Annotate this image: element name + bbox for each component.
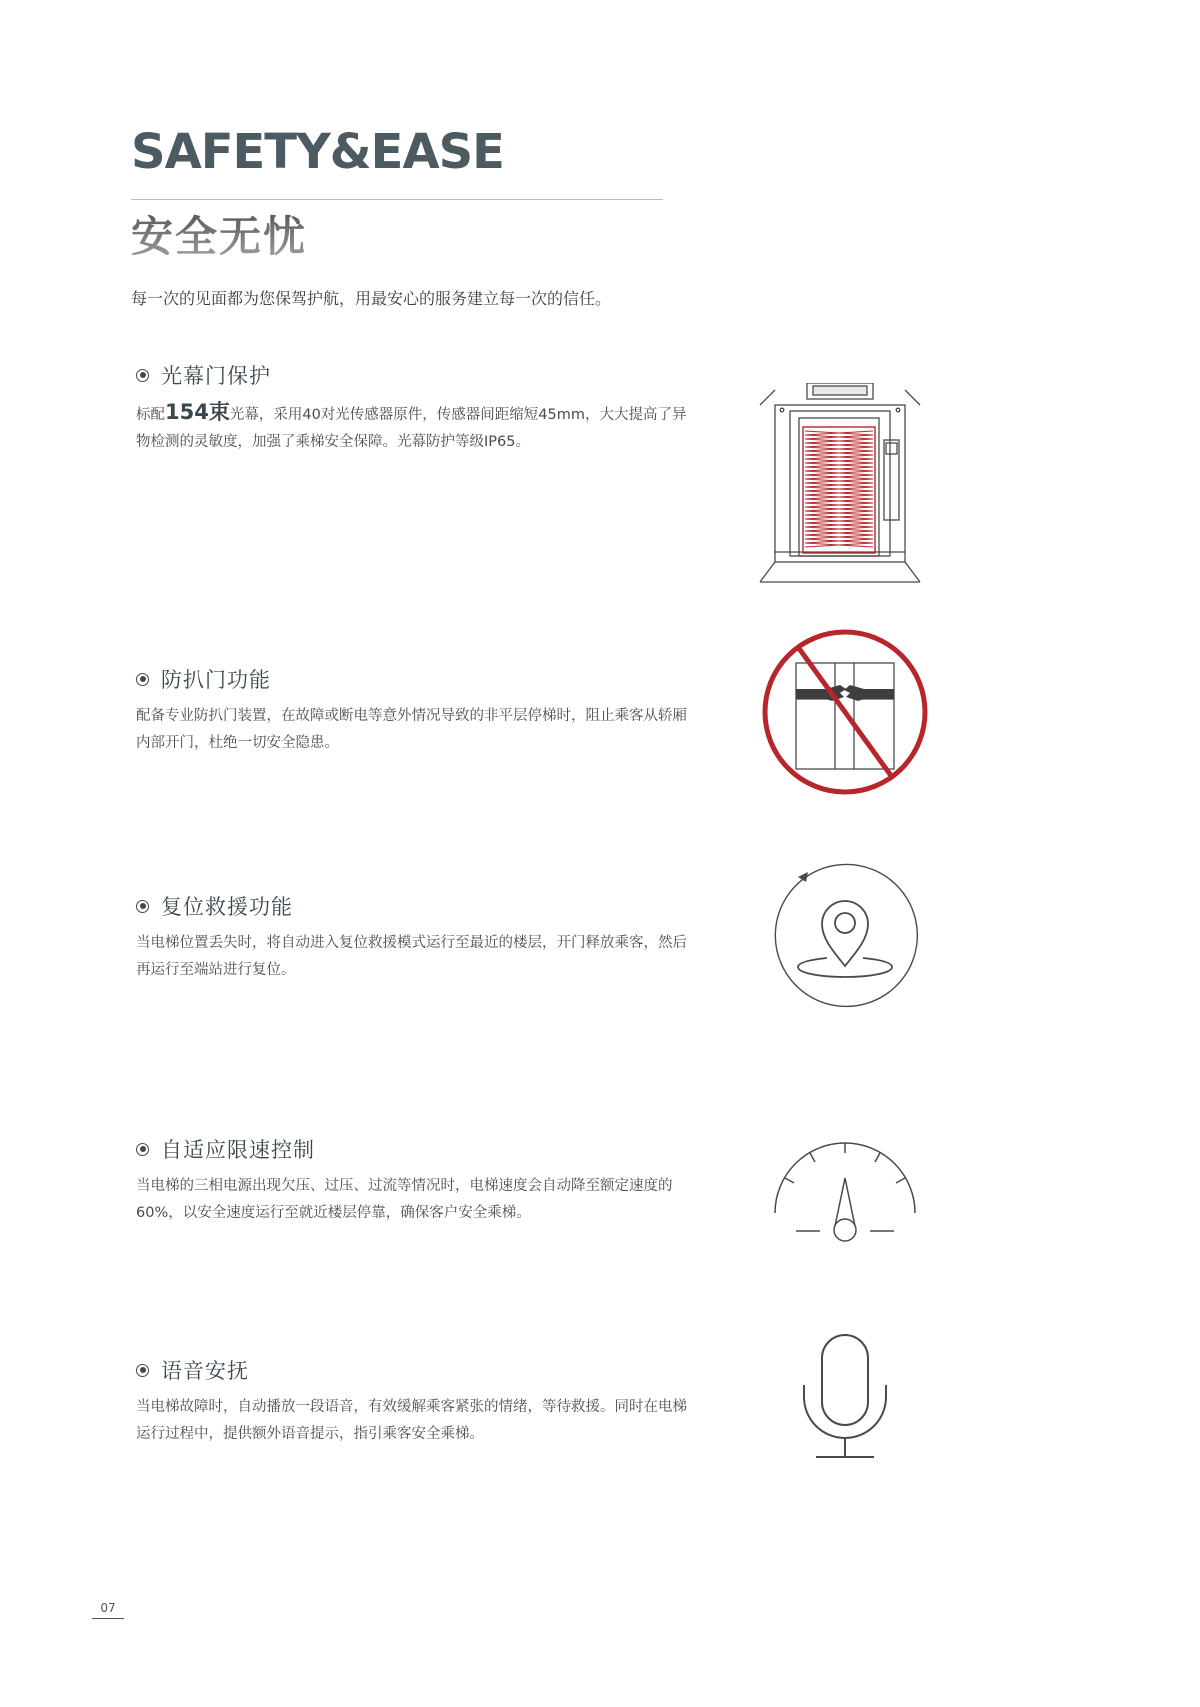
microphone-icon xyxy=(800,1333,890,1463)
feature-title: 光幕门保护 xyxy=(161,364,271,388)
feature-description: 标配154束光幕，采用40对光传感器原件，传感器间距缩短45mm，大大提高了异物检测的灵敏度，加强了乘梯安全保障。光幕防护等级IP65。 xyxy=(136,400,687,450)
page-number: 07 xyxy=(92,1601,124,1619)
feature-voice-comfort xyxy=(136,1356,696,1448)
feature-title: 语音安抚 xyxy=(161,1359,249,1383)
feature-anti-pry-door xyxy=(136,665,696,757)
bullet-icon xyxy=(136,369,149,382)
feature-description: 当电梯位置丢失时，将自动进入复位救援模式运行至最近的楼层，开门释放乘客，然后再运行至端站进行复位。 xyxy=(136,935,687,978)
no-forced-door-icon xyxy=(760,627,930,797)
feature-title: 自适应限速控制 xyxy=(161,1138,315,1162)
location-reset-icon xyxy=(772,862,918,1008)
page-title-cn: 安全无忧 xyxy=(131,212,308,261)
intro-text: 每一次的见面都为您保驾护航，用最安心的服务建立每一次的信任。 xyxy=(131,289,612,308)
speedometer-icon xyxy=(772,1138,918,1244)
bullet-icon xyxy=(136,900,149,913)
highlight-beam-count: 154束 xyxy=(165,400,230,424)
bullet-icon xyxy=(136,1364,149,1377)
page-title-en: SAFETY&EASE xyxy=(131,124,504,180)
bullet-icon xyxy=(136,673,149,686)
feature-title: 复位救援功能 xyxy=(161,895,293,919)
feature-light-curtain xyxy=(136,361,696,456)
title-divider xyxy=(131,199,663,200)
light-curtain-door-icon xyxy=(755,383,925,588)
bullet-icon xyxy=(136,1143,149,1156)
feature-title: 防扒门功能 xyxy=(161,668,271,692)
feature-adaptive-speed-limit xyxy=(136,1135,696,1227)
feature-description: 当电梯故障时，自动播放一段语音，有效缓解乘客紧张的情绪，等待救援。同时在电梯运行过程中，提供额外语音提示，指引乘客安全乘梯。 xyxy=(136,1399,687,1442)
feature-description: 当电梯的三相电源出现欠压、过压、过流等情况时，电梯速度会自动降至额定速度的60%，以安全速度运行至就近楼层停靠，确保客户安全乘梯。 xyxy=(136,1178,673,1221)
feature-reset-rescue xyxy=(136,892,696,984)
feature-description: 配备专业防扒门装置，在故障或断电等意外情况导致的非平层停梯时，阻止乘客从轿厢内部开门，杜绝一切安全隐患。 xyxy=(136,708,687,751)
